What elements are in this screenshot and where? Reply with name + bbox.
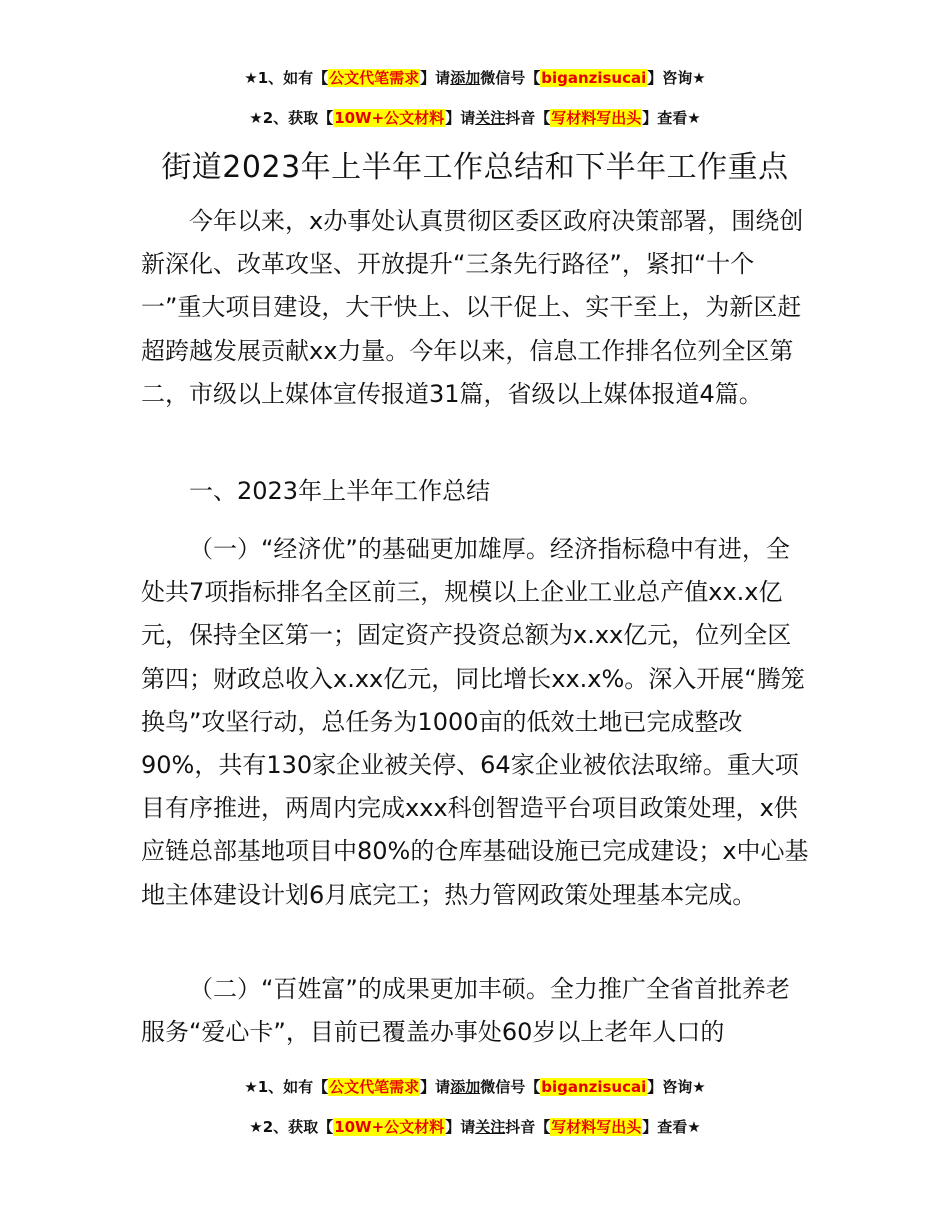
banner-text: 】请 <box>420 69 451 87</box>
banner-prefix: ★1、如有【 <box>244 69 329 87</box>
body-paragraph-economy <box>141 528 813 917</box>
paragraph-text: 今年以来，x办事处认真贯彻区委区政府决策部署，围绕创新深化、改革攻坚、开放提升“三条先行路径”，紧扣“十个一”重大项目建设，大干快上、以干促上、实干至上，为新区赶超跨越发展贡献xx力量。今年以来，信息工作排名位列全区第二，市级以上媒体宣传报道31篇，省级以上媒体报道4篇。 <box>141 207 804 408</box>
banner-emphasis: 添加 <box>450 1078 481 1096</box>
banner-text: 微信号【 <box>480 1078 541 1096</box>
banner-text: 】请 <box>445 1118 476 1136</box>
banner-suffix: 】查看★ <box>642 1118 701 1136</box>
promo-banner-top-2 <box>0 107 950 129</box>
banner-text: 】请 <box>445 109 476 127</box>
banner-text: 抖音【 <box>505 109 551 127</box>
document-title: 街道2023年上半年工作总结和下半年工作重点 <box>161 150 789 185</box>
banner-suffix: 】咨询★ <box>647 1078 706 1096</box>
banner-highlight: 公文代笔需求 <box>329 1078 420 1096</box>
banner-prefix: ★2、获取【 <box>249 109 334 127</box>
banner-text: 抖音【 <box>505 1118 551 1136</box>
banner-text: 微信号【 <box>480 69 541 87</box>
body-paragraph-intro <box>141 200 813 416</box>
banner-prefix: ★1、如有【 <box>244 1078 329 1096</box>
banner-douyin-id: 写材料写出头 <box>551 1118 642 1136</box>
banner-highlight: 公文代笔需求 <box>329 69 420 87</box>
banner-douyin-id: 写材料写出头 <box>551 109 642 127</box>
body-paragraph-livelihood <box>141 968 813 1054</box>
promo-banner-top-1 <box>0 67 950 89</box>
banner-wechat-id: biganzisucai <box>541 1078 647 1096</box>
banner-emphasis: 关注 <box>475 1118 506 1136</box>
promo-banner-bottom-1 <box>0 1076 950 1098</box>
banner-suffix: 】查看★ <box>642 109 701 127</box>
banner-suffix: 】咨询★ <box>647 69 706 87</box>
banner-emphasis: 添加 <box>450 69 481 87</box>
paragraph-text: （二）“百姓富”的成果更加丰硕。全力推广全省首批养老服务“爱心卡”，目前已覆盖办事处60岁以上老年人口的 <box>141 975 790 1047</box>
banner-wechat-id: biganzisucai <box>541 69 647 87</box>
promo-banner-bottom-2 <box>0 1116 950 1138</box>
banner-highlight: 10W+公文材料 <box>334 1118 445 1136</box>
banner-text: 】请 <box>420 1078 451 1096</box>
section-heading: 一、2023年上半年工作总结 <box>189 477 491 505</box>
banner-emphasis: 关注 <box>475 109 506 127</box>
paragraph-text: （一）“经济优”的基础更加雄厚。经济指标稳中有进，全处共7项指标排名全区前三，规模以上企业工业总产值xx.x亿元，保持全区第一；固定资产投资总额为x.xx亿元，位列全区第四；财政总收入x.xx亿元，同比增长xx.x%。深入开展“腾笼换鸟”攻坚行动，总任务为1000亩的低效土地已完成整改90%，共有130家企业被关停、64家企业被依法取缔。重大项目有序推进，两周内完成xxx科创智造平台项目政策处理，x供应链总部基地项目中80%的仓库基础设施已完成建设；x中心基地主体建设计划6月底完工；热力管网政策处理基本完成。 <box>141 535 809 909</box>
banner-prefix: ★2、获取【 <box>249 1118 334 1136</box>
banner-highlight: 10W+公文材料 <box>334 109 445 127</box>
